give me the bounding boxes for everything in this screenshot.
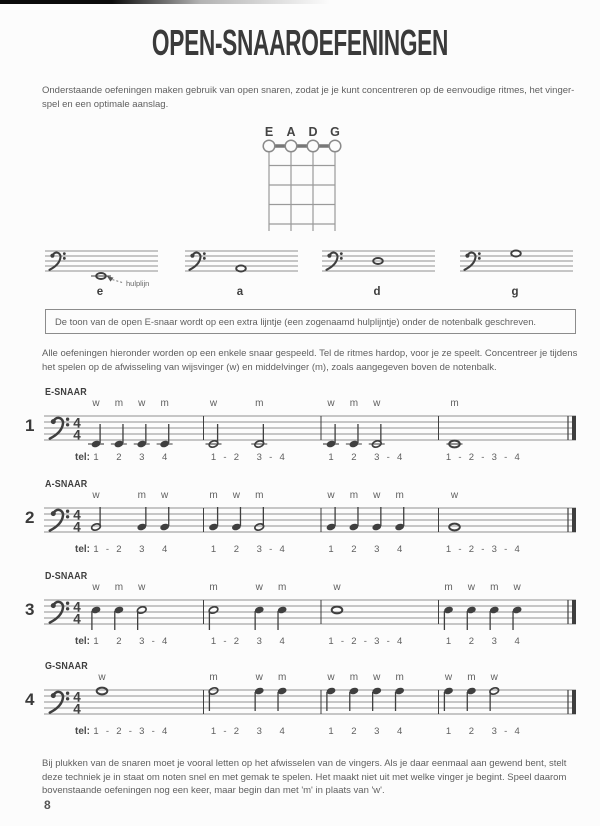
svg-text:e: e [96,286,104,298]
svg-text:w: w [255,582,263,593]
outro-paragraph [42,757,582,798]
svg-text:w: w [327,490,335,501]
svg-text:a: a [236,286,244,298]
note-box [45,309,576,334]
page-number: 8 [44,798,51,812]
svg-text:1: 1 [93,636,99,647]
svg-text:-: - [504,544,508,555]
svg-text:4: 4 [161,452,168,463]
svg-text:-: - [223,452,227,463]
svg-text:m: m [209,490,218,501]
svg-text:-: - [481,544,485,555]
svg-text:-: - [481,452,485,463]
exercise-number: 3 [25,600,35,619]
svg-text:4: 4 [514,452,520,463]
svg-text:1: 1 [210,544,217,555]
svg-text:w: w [373,490,381,501]
svg-text:4: 4 [161,726,168,737]
svg-text:3: 3 [256,636,262,647]
svg-text:4: 4 [396,636,403,647]
svg-text:4: 4 [73,427,81,443]
svg-text:1: 1 [445,452,452,463]
svg-text:w: w [161,490,169,501]
outro-line-2: deze techniek je in staat om noten snel en met gemak te spelen. Het maakt niet uit met welke vinger je begint. Speel daarom [42,771,567,783]
svg-text:w: w [92,582,100,593]
svg-text:1: 1 [445,636,452,647]
svg-text:m: m [255,490,264,501]
svg-text:4: 4 [161,636,168,647]
svg-text:2: 2 [116,726,122,737]
svg-text:2: 2 [233,636,240,647]
svg-text:2: 2 [351,726,357,737]
svg-text:D: D [308,125,318,139]
svg-text:4: 4 [73,599,81,615]
svg-text:m: m [255,398,264,409]
svg-text:2: 2 [116,544,122,555]
svg-text:m: m [395,490,404,501]
svg-text:-: - [151,726,155,737]
instructions-paragraph [42,347,582,374]
exercise-staff [44,670,580,742]
svg-text:1: 1 [445,726,452,737]
note-box-text: De toon van de open E-snaar wordt op een extra lijntje (een zogenaamd hulplijntje) onder de notenbalk geschreven. [55,316,537,327]
svg-text:m: m [490,582,499,593]
svg-text:w: w [467,582,475,593]
svg-text:2: 2 [468,726,475,737]
svg-text:G: G [330,125,340,139]
svg-text:w: w [209,398,218,409]
svg-text:m: m [209,672,218,683]
outro-line-1: Bij plukken van de snaren moet je vooral letten op het afwisselen van de vingers. Als je daar eenmaal aan gewend bent, stelt [42,758,567,769]
svg-text:w: w [373,398,381,409]
svg-text:3: 3 [256,726,262,737]
svg-text:3: 3 [374,544,380,555]
svg-text:3: 3 [374,452,380,463]
svg-text:m: m [160,398,169,409]
reference-staff-e [45,241,165,301]
svg-text:4: 4 [514,726,520,737]
svg-text:-: - [363,636,367,647]
reference-staff-d [322,241,442,301]
svg-text:4: 4 [279,544,285,555]
reference-staff-a [185,241,305,301]
svg-text:3: 3 [139,544,145,555]
svg-text:m: m [114,582,124,593]
svg-text:1: 1 [445,544,452,555]
svg-text:m: m [450,398,459,409]
svg-text:2: 2 [233,726,240,737]
svg-text:2: 2 [233,452,240,463]
svg-text:w: w [255,672,263,683]
exercise-string-label: A-SNAAR [45,478,88,490]
svg-text:m: m [467,672,476,683]
svg-text:w: w [138,582,146,593]
svg-text:4: 4 [73,519,81,535]
svg-text:m: m [277,582,287,593]
instructions-line-2: het spelen op de afwisseling van wijsvinger (w) en middelvinger (m), zoals aangegeven boven de notenbalk. [42,361,497,373]
svg-text:4: 4 [73,611,81,627]
svg-text:4: 4 [279,636,285,647]
exercise-string-label: G-SNAAR [45,660,88,672]
svg-text:-: - [386,452,390,463]
svg-text:-: - [269,544,273,555]
svg-text:3: 3 [256,452,262,463]
svg-text:-: - [128,726,132,737]
svg-text:4: 4 [514,636,520,647]
svg-text:3: 3 [491,726,497,737]
svg-text:3: 3 [139,726,145,737]
exercise-3 [0,570,600,656]
svg-text:w: w [490,672,498,683]
svg-text:2: 2 [468,636,475,647]
svg-text:2: 2 [468,452,475,463]
svg-text:-: - [340,636,345,647]
svg-text:2: 2 [233,544,240,555]
exercise-staff [44,580,580,652]
svg-text:2: 2 [116,452,122,463]
svg-text:w: w [333,582,341,593]
svg-text:m: m [395,672,404,683]
svg-text:4: 4 [73,415,81,431]
exercise-staff [44,396,580,468]
svg-text:1: 1 [93,452,99,463]
svg-text:4: 4 [514,544,520,555]
svg-text:w: w [373,672,381,683]
svg-text:1: 1 [210,452,217,463]
fretboard-svg [252,124,348,236]
svg-text:-: - [386,636,390,647]
exercise-number: 2 [25,508,35,527]
svg-text:3: 3 [374,726,380,737]
svg-text:4: 4 [396,726,403,737]
svg-text:2: 2 [116,636,122,647]
svg-text:m: m [349,490,359,501]
svg-text:w: w [513,582,521,593]
intro-paragraph [42,84,582,111]
svg-text:w: w [98,672,106,683]
svg-text:w: w [444,672,453,683]
svg-text:1: 1 [210,726,217,737]
svg-text:hulplijn: hulplijn [126,279,150,288]
svg-text:2: 2 [468,544,475,555]
svg-text:w: w [232,490,240,501]
svg-text:4: 4 [73,507,81,523]
outro-line-3: bovenstaande oefeningen nog een keer, maar begin dan met 'm' in plaats van 'w'. [42,785,385,796]
svg-text:-: - [105,544,110,555]
svg-text:tel:: tel: [75,544,90,555]
svg-text:2: 2 [351,544,357,555]
exercise-staff [44,488,580,560]
page-title: OPEN-SNAAROEFENINGEN [151,22,449,63]
svg-text:3: 3 [374,636,380,647]
open-string-notation-row [45,241,580,301]
exercise-number: 1 [25,416,35,435]
scan-edge-artifact [0,0,340,4]
reference-staff-g [460,241,580,301]
svg-text:4: 4 [73,701,81,717]
svg-text:1: 1 [328,726,334,737]
svg-text:3: 3 [491,544,497,555]
svg-text:m: m [349,398,359,409]
svg-text:-: - [223,726,227,737]
exercise-string-label: D-SNAAR [45,570,88,582]
svg-text:w: w [450,490,459,501]
svg-text:w: w [138,398,146,409]
svg-text:-: - [269,452,273,463]
intro-line-2: spel en een optimale aanslag. [42,98,169,110]
svg-text:1: 1 [328,452,334,463]
svg-text:1: 1 [328,544,334,555]
svg-text:tel:: tel: [75,726,90,737]
svg-text:tel:: tel: [75,452,90,463]
svg-text:m: m [349,672,359,683]
svg-text:m: m [137,490,146,501]
svg-text:-: - [105,726,110,737]
svg-text:4: 4 [279,726,285,737]
svg-text:-: - [504,452,508,463]
svg-text:4: 4 [73,689,81,705]
svg-text:3: 3 [256,544,262,555]
svg-text:m: m [444,582,453,593]
svg-text:w: w [92,490,100,501]
svg-text:w: w [92,398,100,409]
svg-text:w: w [327,672,335,683]
svg-text:A: A [286,125,296,139]
svg-text:2: 2 [351,636,357,647]
svg-text:4: 4 [396,452,403,463]
svg-text:1: 1 [93,726,99,737]
svg-text:m: m [209,582,218,593]
svg-text:m: m [277,672,287,683]
svg-text:-: - [458,452,462,463]
svg-text:3: 3 [139,452,145,463]
exercise-4 [0,660,600,746]
instructions-line-1: Alle oefeningen hieronder worden op een enkele snaar gespeeld. Tel de ritmes hardop, voor je ze speelt. Concentreer je tijdens [42,348,578,359]
exercise-string-label: E-SNAAR [45,386,87,398]
fretboard-diagram [252,124,348,236]
svg-text:3: 3 [491,452,497,463]
svg-text:4: 4 [279,452,285,463]
svg-text:-: - [151,636,155,647]
svg-text:2: 2 [351,452,357,463]
svg-text:E: E [264,125,274,139]
intro-line-1: Onderstaande oefeningen maken gebruik van open snaren, zodat je je kunt concentreren op de eenvoudige ritmes, het vinger- [42,85,575,96]
svg-text:1: 1 [328,636,334,647]
svg-text:d: d [373,286,381,298]
svg-text:3: 3 [139,636,145,647]
svg-text:4: 4 [161,544,168,555]
svg-text:1: 1 [93,544,99,555]
exercise-2 [0,478,600,564]
svg-text:1: 1 [210,636,217,647]
svg-text:tel:: tel: [75,636,90,647]
svg-text:g: g [511,286,519,298]
exercise-number: 4 [25,690,35,709]
svg-text:-: - [458,544,462,555]
svg-text:-: - [504,726,508,737]
svg-text:3: 3 [491,636,497,647]
svg-text:m: m [114,398,124,409]
svg-text:4: 4 [396,544,403,555]
svg-text:-: - [223,636,227,647]
svg-text:w: w [327,398,335,409]
exercise-1 [0,386,600,472]
